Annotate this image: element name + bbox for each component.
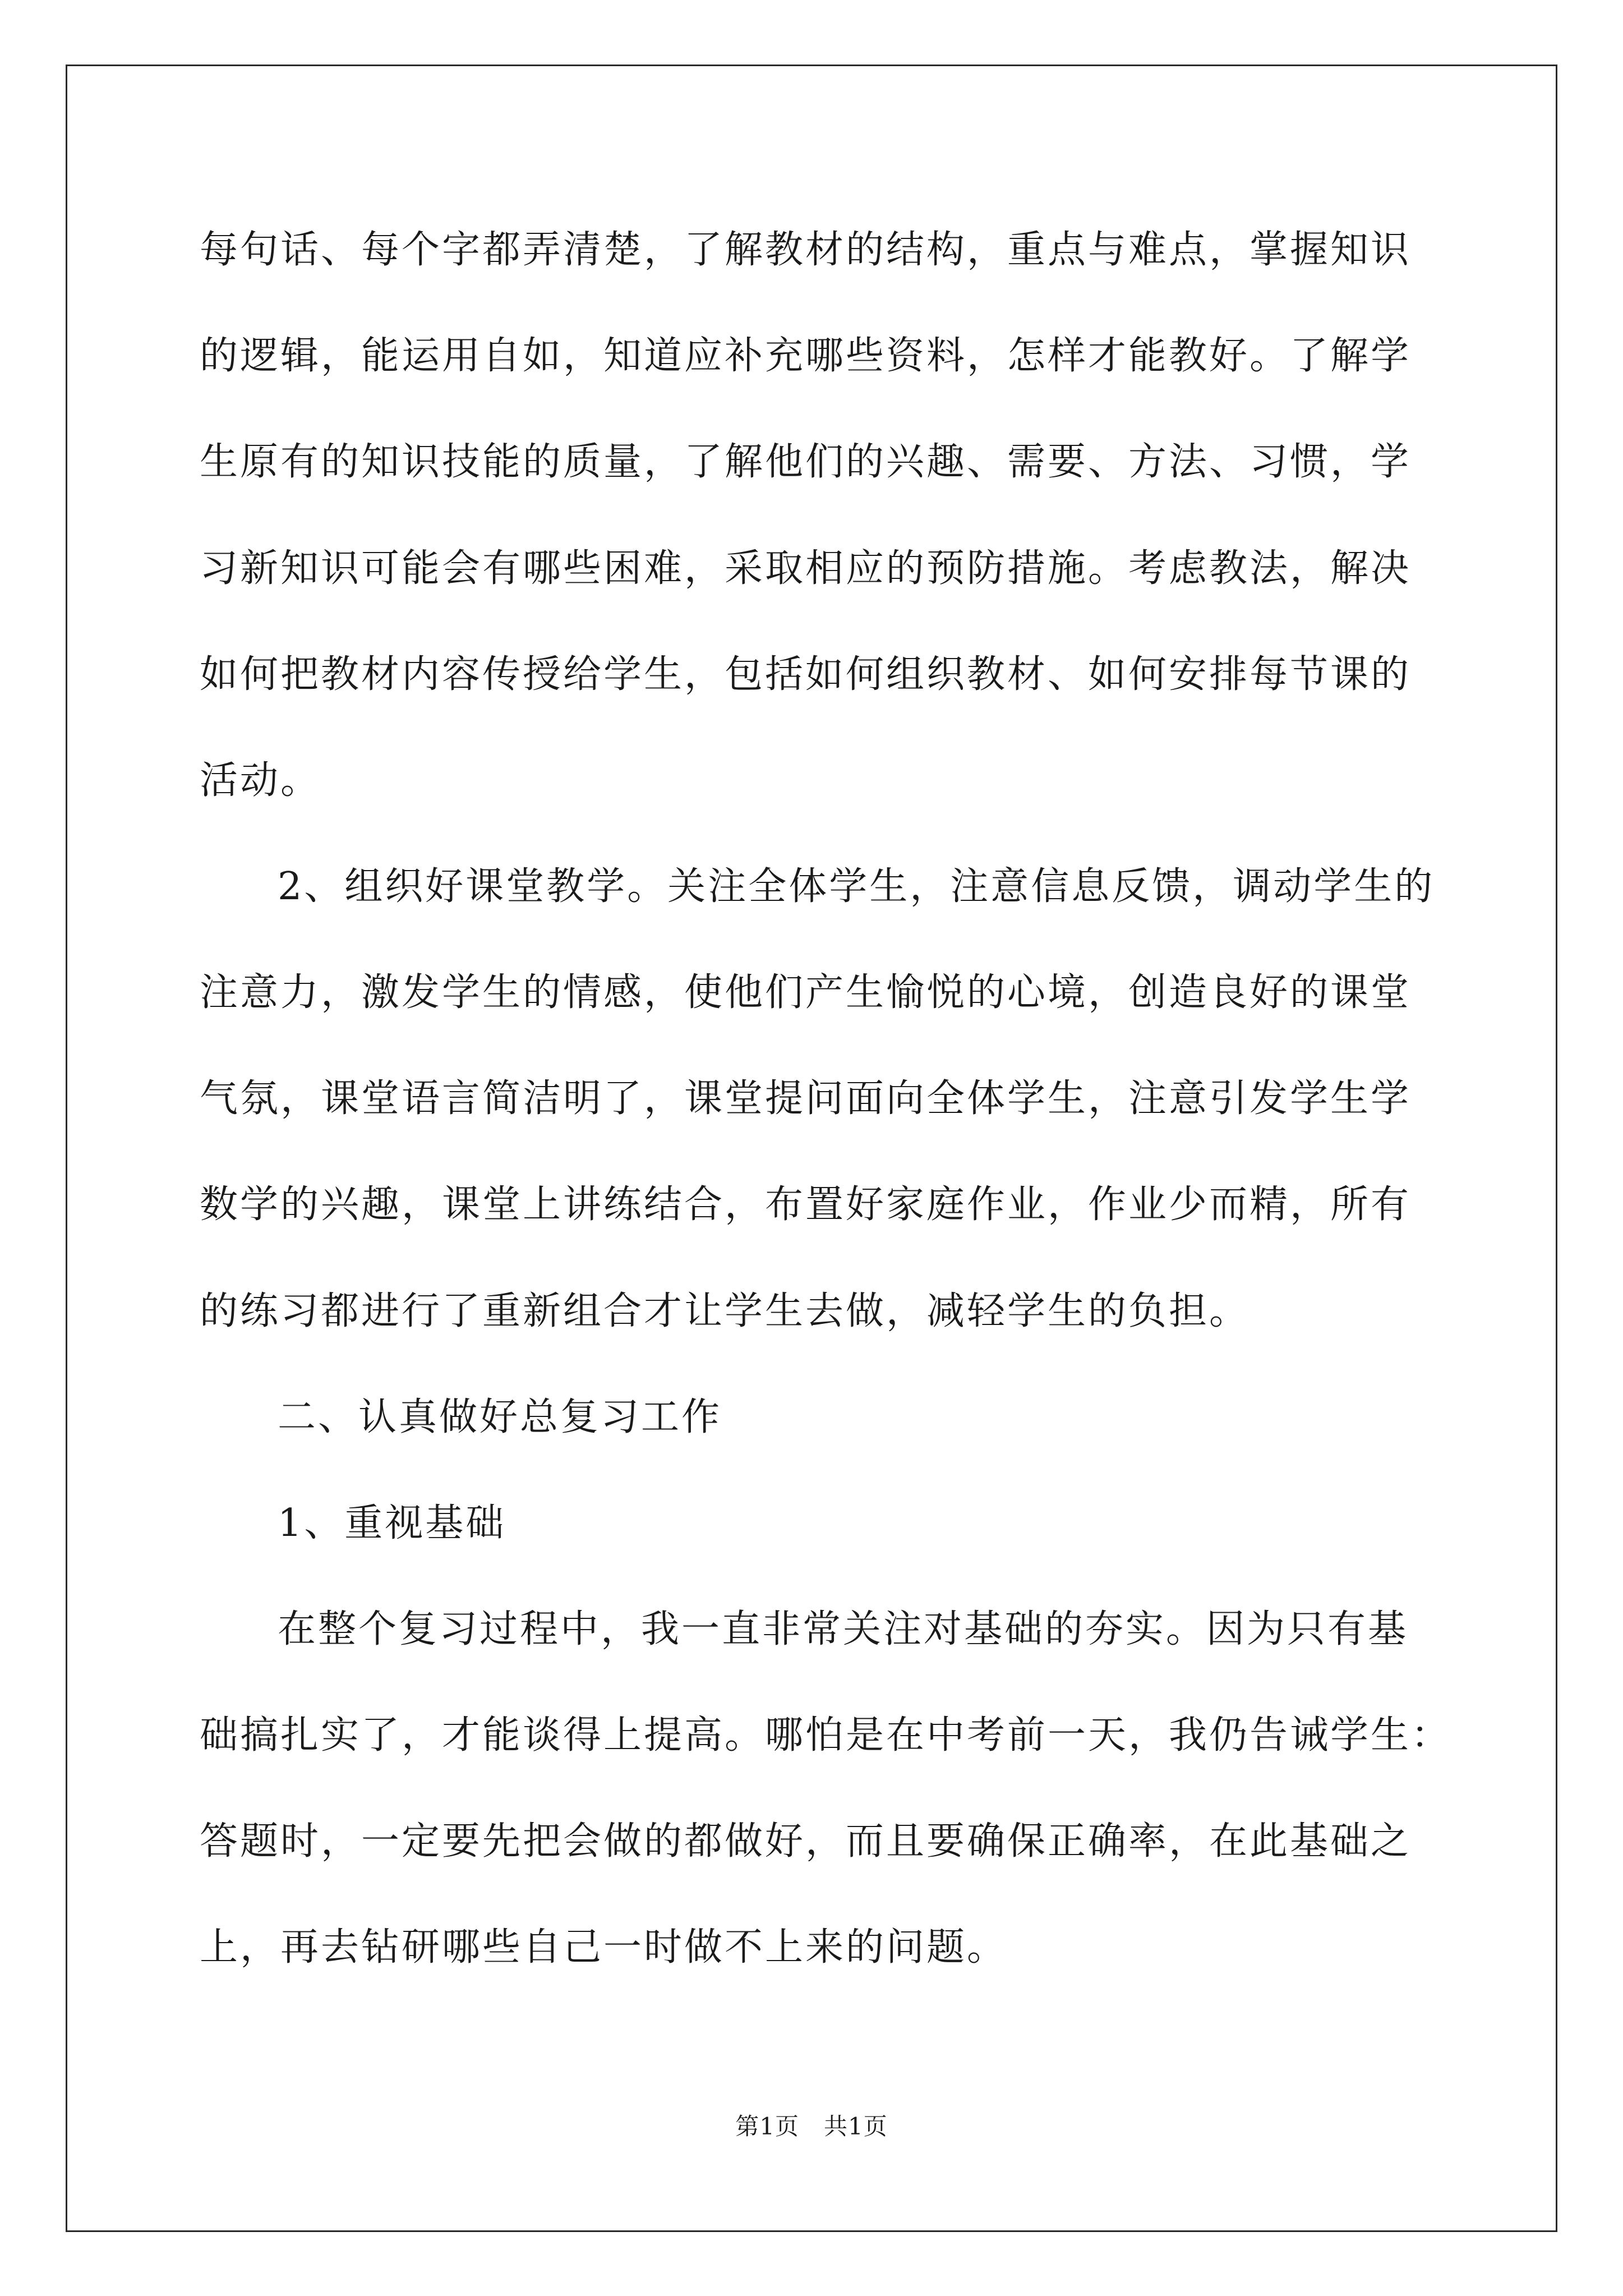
text-line: 生原有的知识技能的质量，了解他们的兴趣、需要、方法、习惯，学 [200, 440, 1412, 484]
text-line: 上，再去钻研哪些自己一时做不上来的问题。 [200, 1925, 1008, 1970]
text-line: 注意力，激发学生的情感，使他们产生愉悦的心境，创造良好的课堂 [200, 970, 1412, 1015]
text-line: 活动。 [200, 758, 321, 803]
subsection-heading: 1、重视基础 [278, 1501, 506, 1545]
page-footer [0, 2115, 1623, 2138]
page-number: 第1页 [735, 2113, 799, 2140]
paragraph-start-line: 2、组织好课堂教学。关注全体学生，注意信息反馈，调动学生的 [278, 864, 1435, 909]
text-line: 答题时，一定要先把会做的都做好，而且要确保正确率，在此基础之 [200, 1819, 1412, 1864]
paragraph-start-line: 在整个复习过程中，我一直非常关注对基础的夯实。因为只有基 [278, 1607, 1409, 1651]
text-line: 气氛，课堂语言简洁明了，课堂提问面向全体学生，注意引发学生学 [200, 1076, 1412, 1121]
text-line: 如何把教材内容传授给学生，包括如何组织教材、如何安排每节课的 [200, 652, 1412, 697]
text-line: 习新知识可能会有哪些困难，采取相应的预防措施。考虑教法，解决 [200, 546, 1412, 591]
page-total: 共1页 [824, 2113, 888, 2140]
text-line: 的练习都进行了重新组合才让学生去做，减轻学生的负担。 [200, 1289, 1250, 1333]
text-line: 础搞扎实了，才能谈得上提高。哪怕是在中考前一天，我仍告诫学生： [200, 1713, 1452, 1757]
text-line: 的逻辑，能运用自如，知道应补充哪些资料，怎样才能教好。了解学 [200, 334, 1412, 378]
text-line: 数学的兴趣，课堂上讲练结合，布置好家庭作业，作业少而精，所有 [200, 1182, 1412, 1227]
text-line: 每句话、每个字都弄清楚，了解教材的结构，重点与难点，掌握知识 [200, 228, 1412, 272]
section-heading: 二、认真做好总复习工作 [278, 1395, 722, 1439]
page-border [66, 65, 1557, 2232]
